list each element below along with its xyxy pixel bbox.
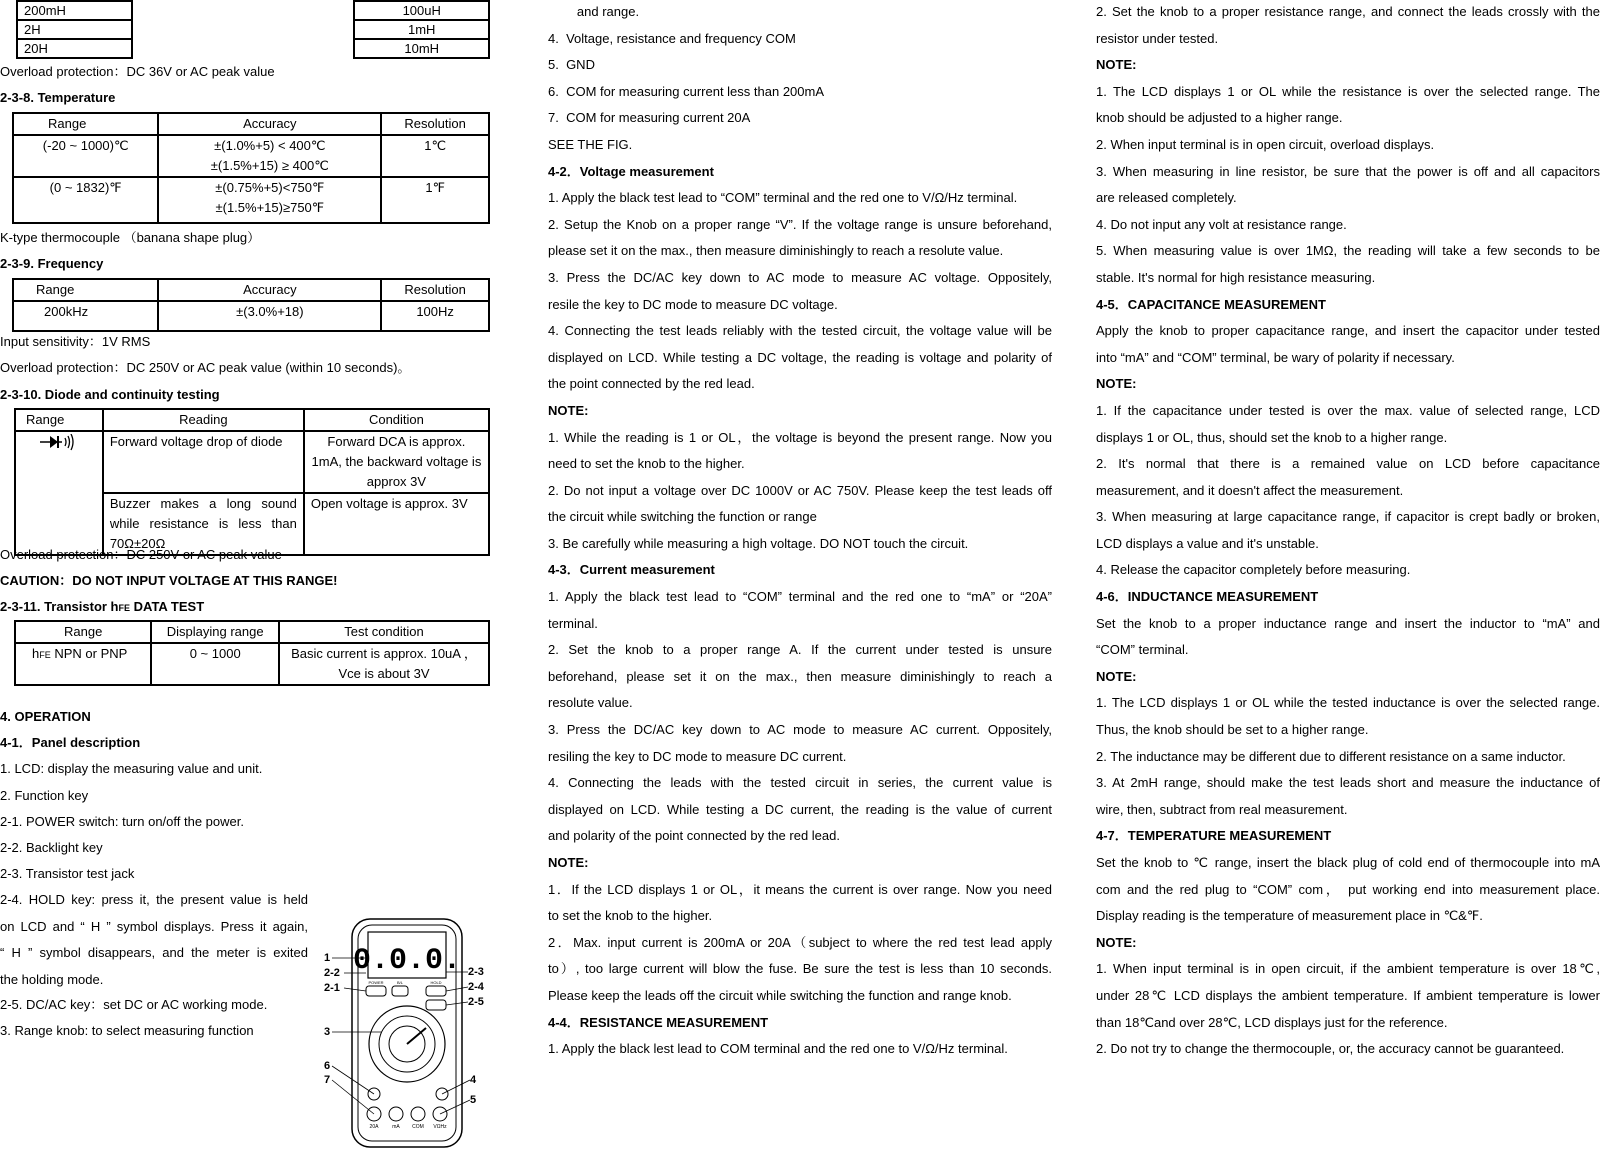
list-item: 2-5. DC/AC key：set DC or AC working mode. [0,997,268,1012]
text-line: displayed on LCD. While testing a DC current, the reading is the value of current [548,801,1052,817]
table-cell: 20H [17,39,132,58]
hold-paragraph [0,887,308,993]
text-line: LCD displays a value and it's unstable. [1096,535,1319,551]
overload-text: Overload protection：DC 250V or AC peak value (within 10 seconds)。 [0,360,411,375]
text-line: wire, then, subtract from real measurement. [1096,801,1348,817]
text-line: Set the knob to ℃ range, insert the black plug of cold end of thermocouple into mA [1096,855,1600,870]
table-row [15,643,489,685]
table-cell: (0 ~ 1832)℉ [13,177,158,223]
text-line: please set it on the max., then measure diminishingly to reach a resolute value. [548,243,1004,259]
table-cell: 1℉ [381,177,489,223]
text-line: 2. The inductance may be different due to different resistance on a same inductor. [1096,748,1566,764]
section-heading: NOTE: [1096,934,1137,950]
table-header: Accuracy [158,113,381,135]
text-line: resiling the key to DC mode to measure DC current. [548,748,847,764]
table-header: Range [13,279,158,301]
text-line: 1. Apply the black test lead to “COM” terminal and the red one to V/Ω/Hz terminal. [548,190,1018,206]
table-cell: ±(3.0%+18) [158,301,381,331]
text-line: 1. The LCD displays 1 or OL while the tested inductance is over the selected range. [1096,695,1600,711]
text-line: to set the knob to the higher. [548,908,713,924]
text-line: terminal. [548,615,598,631]
list-item: 3. Range knob: to select measuring function [0,1023,254,1038]
multimeter-figure [322,916,498,1151]
text-line: need to set the knob to the higher. [548,456,745,472]
text-line: 2. Set the knob to a proper resistance range, and connect the leads crossly with the [1096,4,1600,19]
table-cell: 1℃ [381,135,489,177]
text-line: 1. The LCD displays 1 or OL while the resistance is over the selected range. The [1096,83,1600,99]
text-line: 2. When input terminal is in open circuit, overload displays. [1096,136,1435,152]
text-line: 3. Press the DC/AC key down to AC mode to measure AC voltage. Oppositely, [548,269,1052,285]
text-line: 4. Release the capacitor completely before measuring. [1096,562,1411,578]
text-line: the point connected by the red lead. [548,376,755,392]
text-line: and range. [548,4,640,19]
table-row [15,431,489,493]
text-line: 2. Do not input a voltage over DC 1000V or AC 750V. Please keep the test leads off [548,482,1052,498]
table-cell [158,135,381,177]
accuracy-line: ±(1.5%+15) ≥ 400℃ [210,158,329,173]
callout-label: 2-3 [468,966,484,978]
section-heading-frequency: 2-3-9. Frequency [0,256,104,271]
table-cell: 2H [17,20,132,39]
table-header-row [13,113,489,135]
text-line: 3. Be carefully while measuring a high voltage. DO NOT touch the circuit. [548,535,969,551]
text-line: 2. Do not try to change the thermocouple, or, the accuracy cannot be guaranteed. [1096,1041,1565,1057]
text-line: on LCD and “ H ” symbol displays. Press it again, [0,918,308,934]
text-line: than 18℃and over 28℃, LCD displays just for the reference. [1096,1014,1448,1030]
text-line: measurement, and it doesn't affect the measurement. [1096,482,1404,498]
table-row [17,1,489,20]
callout-label: 5 [470,1094,477,1106]
text-line: 4. Connecting the test leads reliably with the tested circuit, the voltage value will be [548,323,1052,339]
table-cell: 200kHz [13,301,158,331]
section-heading-diode: 2-3-10. Diode and continuity testing [0,387,220,402]
callout-label: 2-2 [324,967,340,979]
list-item: 2-1. POWER switch: turn on/off the power. [0,814,244,829]
table-cell: Basic current is approx. 10uA ， Vce is about 3V [279,643,489,685]
text-line: “ H ” symbol disappears, and the meter is exited [0,945,308,961]
callout-label: 2-1 [324,982,340,994]
section-heading: NOTE: [548,402,589,418]
list-item: 2-2. Backlight key [0,840,103,855]
table-header: Test condition [279,621,489,643]
table-header: Reading [103,409,304,431]
text-line: 2．Max. input current is 200mA or 20A（subject to where the red test lead apply [548,934,1052,950]
table-header: Displaying range [151,621,279,643]
input-sensitivity-text: Input sensitivity：1V RMS [0,334,151,349]
text-line: 4. Do not input any volt at resistance range. [1096,216,1347,232]
lcd-digits: 0.0.0. [352,944,462,978]
callout-label: 3 [324,1026,331,1038]
text-line: 3. At 2mH range, should make the test leads short and measure the inductance of [1096,775,1600,791]
overload-text: Overload protection：DC 250V or AC peak value [0,547,282,562]
text-line: 2. Setup the Knob on a proper range “V”. If the voltage range is unsure beforehand, [548,216,1052,232]
table-header: Range [13,113,158,135]
caution-text: CAUTION：DO NOT INPUT VOLTAGE AT THIS RANGE! [0,573,338,588]
jack-label: VΩHz [433,1124,447,1130]
text-line: 1. Apply the black test lead to “COM” terminal and the red one to “mA” or “20A” [548,589,1052,605]
text-line: 4. Connecting the leads with the tested circuit in series, the current value is [548,775,1052,791]
table-cell: 100Hz [381,301,489,331]
text-line: 2-4. HOLD key: press it, the present value is held [0,892,308,907]
callout-label: 6 [324,1060,331,1072]
text-line: Display reading is the temperature of measurement place in ℃&℉. [1096,908,1483,924]
table-cell: Forward DCA is approx. 1mA, the backward voltage is approx 3V [304,431,489,493]
key-label: HOLD [430,980,442,985]
text-line: under 28℃ LCD displays the ambient temperature. If ambient temperature is lower [1096,987,1600,1003]
text-line: and polarity of the point connected by the red lead. [548,828,840,844]
text-line: 1．If the LCD displays 1 or OL，it means the current is over range. Now you need [548,881,1052,897]
text-line: 6. COM for measuring current less than 200mA [548,83,825,99]
text-line: 1. If the capacitance under tested is over the max. value of selected range, LCD [1096,402,1600,418]
text-line: Set the knob to a proper inductance range and insert the inductor to “mA” and [1096,615,1600,631]
key-label: POWER [368,980,384,985]
table-cell: 200mH [17,1,132,20]
jack-label: COM [412,1124,424,1130]
text-line: the holding mode. [0,971,104,987]
text-line: 5. When measuring value is over 1MΩ, the reading will take a few seconds to be [1096,243,1600,259]
text-line: to）, too large current will blow the fuse. Be sure the test is less than 10 seconds. [548,961,1052,977]
accuracy-line: ±(1.0%+5) < 400℃ [214,138,326,153]
jack-label: 20A [369,1124,379,1130]
list-item: 2. Function key [0,788,89,803]
table-cell: hFE NPN or PNP [15,643,151,685]
diode-buzzer-icon [40,434,80,454]
text-line: stable. It's normal for high resistance measuring. [1096,269,1376,285]
temperature-table [12,112,490,224]
text-line: into “mA” and “COM” terminal, be wary of polarity if necessary. [1096,349,1455,365]
section-heading-panel: 4-1．Panel description [0,735,141,750]
text-line: resolute value. [548,695,633,711]
text-line: Apply the knob to proper capacitance range, and insert the capacitor under tested [1096,323,1600,339]
section-heading: NOTE: [1096,376,1137,392]
text-line: 2. It's normal that there is a remained value on LCD before capacitance [1096,456,1600,472]
section-heading: 4-6．INDUCTANCE MEASUREMENT [1096,589,1319,605]
text-line: displayed on LCD. While testing a DC voltage, the reading is voltage and polarity of [548,349,1052,365]
text-line: beforehand, please set it on the max., then measure diminishingly to reach a [548,668,1052,684]
table-row [13,301,489,331]
jack-label: mA [392,1124,400,1130]
callout-label: 1 [324,952,331,964]
frequency-table [12,278,490,332]
text-line: resile the key to DC mode to measure DC voltage. [548,296,838,312]
thermocouple-text: K-type thermocouple （banana shape plug） [0,230,261,245]
table-row [13,135,489,177]
table-header: Range [15,409,103,431]
table-cell: 10mH [354,39,489,58]
text-line: 3. When measuring in line resistor, be sure that the power is off and all capacitors [1096,163,1600,179]
table-cell: 0 ~ 1000 [151,643,279,685]
overload-text: Overload protection：DC 36V or AC peak value [0,64,275,79]
table-header: Accuracy [158,279,381,301]
section-heading: 4-2．Voltage measurement [548,163,714,179]
text-line: displays 1 or OL, thus, should set the knob to a higher range. [1096,429,1448,445]
table-header-row [15,621,489,643]
section-heading: NOTE: [548,855,589,870]
column-2 [548,0,1052,1063]
text-line: knob should be adjusted to a higher range. [1096,110,1343,126]
text-line: resistor under tested. [1096,30,1219,46]
hfe-table [14,620,490,686]
section-heading: NOTE: [1096,57,1137,73]
section-heading: 4-4．RESISTANCE MEASUREMENT [548,1014,769,1030]
table-cell: 1mH [354,20,489,39]
table-cell: Buzzer makes a long sound while resistance is less than 70Ω±20Ω [103,493,304,555]
callout-label: 4 [470,1074,477,1086]
table-header: Condition [304,409,489,431]
callout-label: 2-4 [468,981,484,993]
table-header: Resolution [381,113,489,135]
text-line: 1. Apply the black lest lead to COM terminal and the red one to V/Ω/Hz terminal. [548,1041,1008,1057]
inductance-table [16,0,490,59]
text-line: “COM” terminal. [1096,642,1189,658]
text-line: 5. GND [548,57,595,73]
callout-label: 2-5 [468,996,484,1008]
table-cell: Open voltage is approx. 3V [304,493,489,555]
section-heading: 4-3．Current measurement [548,562,715,578]
text-line: the circuit while switching the function or range [548,509,817,525]
text-line: Thus, the knob should be set to a higher range. [1096,722,1369,738]
section-heading: 4-5．CAPACITANCE MEASUREMENT [1096,296,1326,312]
text-line: Please keep the leads off the circuit while switching the function and range knob. [548,987,1012,1003]
text-line: 1. When input terminal is in open circuit, if the ambient temperature is over 18℃, [1096,961,1600,977]
diode-table [14,408,490,556]
text-line: 2. Set the knob to a proper range A. If the current under tested is unsure [548,642,1052,658]
section-heading: 4-7．TEMPERATURE MEASUREMENT [1096,828,1332,844]
callout-label: 7 [324,1074,331,1086]
list-item: 2-3. Transistor test jack [0,866,135,881]
section-heading: NOTE: [1096,668,1137,684]
list-item: 1. LCD: display the measuring value and unit. [0,761,263,776]
diode-range-cell [15,431,103,555]
text-line: 7. COM for measuring current 20A [548,110,751,126]
table-cell-empty [132,1,355,58]
text-line: SEE THE FIG. [548,136,633,152]
key-label: B/L [396,980,404,985]
table-header: Range [15,621,151,643]
text-line: are released completely. [1096,190,1237,206]
table-cell: 100uH [354,1,489,20]
table-cell: Forward voltage drop of diode [103,431,304,493]
text-line: 1. While the reading is 1 or OL，the voltage is beyond the present range. Now you [548,429,1052,445]
table-header-row [15,409,489,431]
section-heading-hfe: 2-3-11. Transistor hFE DATA TEST [0,599,205,614]
text-line: 3. When measuring at large capacitance range, if capacitor is crept badly or broken, [1096,509,1600,525]
table-cell: (-20 ~ 1000)℃ [13,135,158,177]
column-3 [1096,0,1600,1063]
table-header: Resolution [381,279,489,301]
table-row [13,177,489,223]
table-cell [158,177,381,223]
text-line: 3. Press the DC/AC key down to AC mode to measure AC current. Oppositely, [548,722,1052,738]
accuracy-line: ±(1.5%+15)≥750℉ [215,200,325,215]
table-header-row [13,279,489,301]
section-heading-operation: 4. OPERATION [0,709,91,724]
text-line: com and the red plug to “COM” com， put working end into measurement place. [1096,881,1600,897]
section-heading-temperature: 2-3-8. Temperature [0,90,116,105]
text-line: 4. Voltage, resistance and frequency COM [548,30,796,46]
accuracy-line: ±(0.75%+5)<750℉ [215,180,325,195]
